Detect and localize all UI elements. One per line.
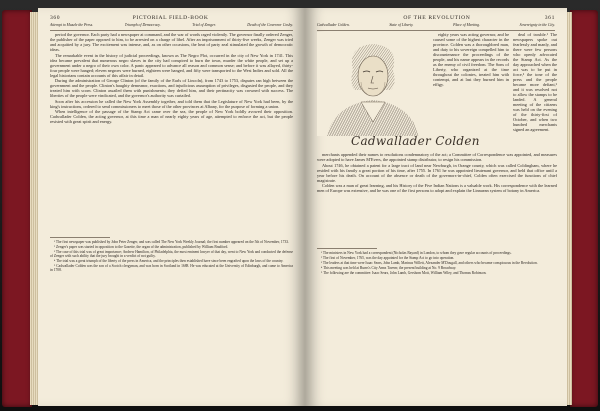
footnote: ¹ The ministers in New York had a correspondent (Nicholas Bayard) in London, to whom they gave regular accounts of proceedings.	[321, 251, 512, 255]
side-column-text	[433, 32, 509, 154]
page-number: 360	[50, 15, 61, 21]
footnote: ³ The leaders at that time were Isaac Sears, John Lamb, Marinus Willett, Alexander M'Dougall, and others who became conspicuous in the Revolution.	[321, 260, 538, 265]
footnote: ² The first of November, 1765, was the day appointed for the Stamp Act to go into operation.	[321, 255, 455, 260]
subhead-item: Death of the Governor Cosby.	[247, 23, 293, 27]
right-running-head	[317, 14, 555, 22]
footnote: ³ The case of this trial was of great importance; Andrew Hamilton, of Philadelphia, the most eminent lawyer of that day, went to New York and conducted the defense of Zenger with such ability that the jury brought in a verdict of not guilty.	[50, 249, 293, 259]
paragraph: eighty years was acting governor, and he caused some of the highest character in the province. Colden was a thoroughbred man, and duty to his sovereign compelled him to discountenance the proceedings of the people, and his name appears in the records as the enemy of civil freedom. The Sons of Liberty, who organized at the time throughout the colonies, treated him with contempt, and at last they burned him in effigy.	[433, 32, 509, 87]
subhead-item: Trial of Zenger.	[192, 23, 216, 27]
footnotes	[317, 251, 557, 401]
subhead-item: Attempt to Muzzle the Press.	[50, 23, 94, 27]
footnote: ⁴ The trial was a great triumph of the liberty of the press in America, and the principles then established have since been engrafted upon the laws of the country.	[54, 259, 284, 264]
paragraph: During the administration of George Clinton (of the family of the Earls of Lincoln), from 1743 to 1753, disputes ran high between the government and the people. Clinton's haughty demeanor, exactions, and injudicious assumption of privileges, disgusted the people, and they treated him with scorn. Clinton assailed them with punishments; they defied him, and their pertinacity was crowned with success. The liberties of the people were vindicated, and the governor's authority was curtailed.	[50, 78, 293, 99]
left-cover	[2, 10, 32, 407]
portrait-engraving	[317, 32, 429, 136]
left-page	[38, 8, 305, 406]
subhead-item: Triumph of Democracy.	[124, 23, 161, 27]
right-subhead	[317, 23, 555, 31]
left-subhead	[50, 23, 293, 31]
subhead-item: Sovereignty in the City.	[519, 23, 555, 27]
footnote: ¹ The first newspaper was published by John Peter Zenger, and was called The New York Weekly Journal; the first number appeared on the 5th of November, 1733.	[54, 240, 289, 244]
narrow-column-text	[513, 32, 557, 154]
paragraph: About 1746, he obtained a patent for a large tract of land near Newburgh, in Orange county, which was called Coldingham, where he resided with his family a great portion of his time, after 1755. In 1761 he was appointed lieutenant governor, and held that office until a year before his death. On account of the absence or death of the governors-in-chief, Colden often exercised the functions of chief magistrate.	[317, 162, 557, 183]
signature: Cadwallader Colden	[351, 134, 480, 148]
paragraph: merchants appended their names to resolutions condemnatory of the act; a Committee of Correspondence was appointed, and measures were adopted to have James M'Evers, the appointed stamp distributor, to resign his commission.	[317, 152, 557, 162]
subhead-item: State of Liberty.	[389, 23, 414, 27]
paragraph: deal of trouble.¹ The newspapers spoke out fearlessly and manly, and there were few persons who openly advocated the Stamp Act. As the day approached when the act was to be put in force,² the tone of the press and the people became more defiant,³ and it was resolved not to allow the stamps to be landed. A general meeting of the citizens was held on the evening of the thirty-first of October, and when two hundred merchants signed an agreement.	[513, 32, 557, 132]
footnote-rule	[50, 237, 110, 238]
subhead-item: Place of Meeting.	[453, 23, 481, 27]
footnote-rule	[317, 248, 377, 249]
paragraph: When intelligence of the passage of the Stamp Act came over the sea, the people of New York boldly avowed their opposition. Cadwallader Colden, the acting governor, at this time a man of nearly eighty years of age, attempted to enforce the act, but the people resisted with great spirit and energy.	[50, 109, 293, 125]
right-cover	[570, 10, 598, 407]
paragraph: The remarkable event in the history of judicial proceedings, known as The Negro Plot, occurred in the city of New York in 1741. This idea became prevalent that numerous negro slaves in the city had conspired to burn the town, murder the white people, and set up a government under a negro of their own color. A panic appeared to advance all reason and common sense; and before it was allayed, thirty-four people were hanged; eleven negroes were burned, eighteen were hanged, and fifty were transported to the West Indies and sold. All the legal historians contain accounts of this affair in detail.	[50, 52, 293, 78]
paragraph: Colden was a man of great learning, and his History of the Five Indian Nations is a valuable work. His correspondence with the learned men of Europe was extensive, and he was one of the first persons to adopt and explain the Linnaean system of botany in America.	[317, 183, 557, 194]
footnote: ⁵ The following are the committee: Isaac Sears, John Lamb, Gershom Mott, William Wiley, and Thomas Robinson.	[321, 270, 487, 275]
body-text	[50, 32, 293, 232]
left-running-head	[50, 14, 293, 22]
footnote: ⁵ Cadwallader Colden was the son of a Scotch clergyman, and was born in Scotland in 1688. He was educated at the University of Edinburgh, and came to America in 1708.	[50, 264, 293, 273]
footnote: ² Zenger's paper was started in opposition to the Gazette, the organ of the administration, published by William Bradford.	[54, 244, 229, 249]
paragraph: period the governor. Each party had a newspaper at command, and the war of words raged violently. The governor finally ordered Zenger, the publisher of the paper opposed to him, to be arrested on a charge of libel. After an imprisonment of thirty-five weeks, Zenger was tried and acquitted by a jury. The excitement was intense, and, as on other occasions, the heat of party zeal stimulated the growth of democratic ideas.	[50, 32, 293, 52]
footnotes	[50, 240, 293, 400]
right-page	[305, 8, 567, 406]
subhead-item: Cadwallader Colden.	[317, 23, 350, 27]
running-title: OF THE REVOLUTION	[403, 15, 471, 21]
running-title: PICTORIAL FIELD-BOOK	[132, 15, 209, 21]
page-number: 361	[544, 15, 555, 21]
body-text	[317, 152, 557, 242]
paragraph: Soon after his accession he called the New York Assembly together, and told them that the Legislature of New York had been, by the king's instructions, ordered to send commissioners to meet those of the other provinces at Albany, for the purpose of forming a union.	[50, 98, 293, 109]
footnote: ⁴ This meeting was held at Burns's City Arms Tavern; the present building at No. 9 Broadway.	[321, 265, 457, 270]
